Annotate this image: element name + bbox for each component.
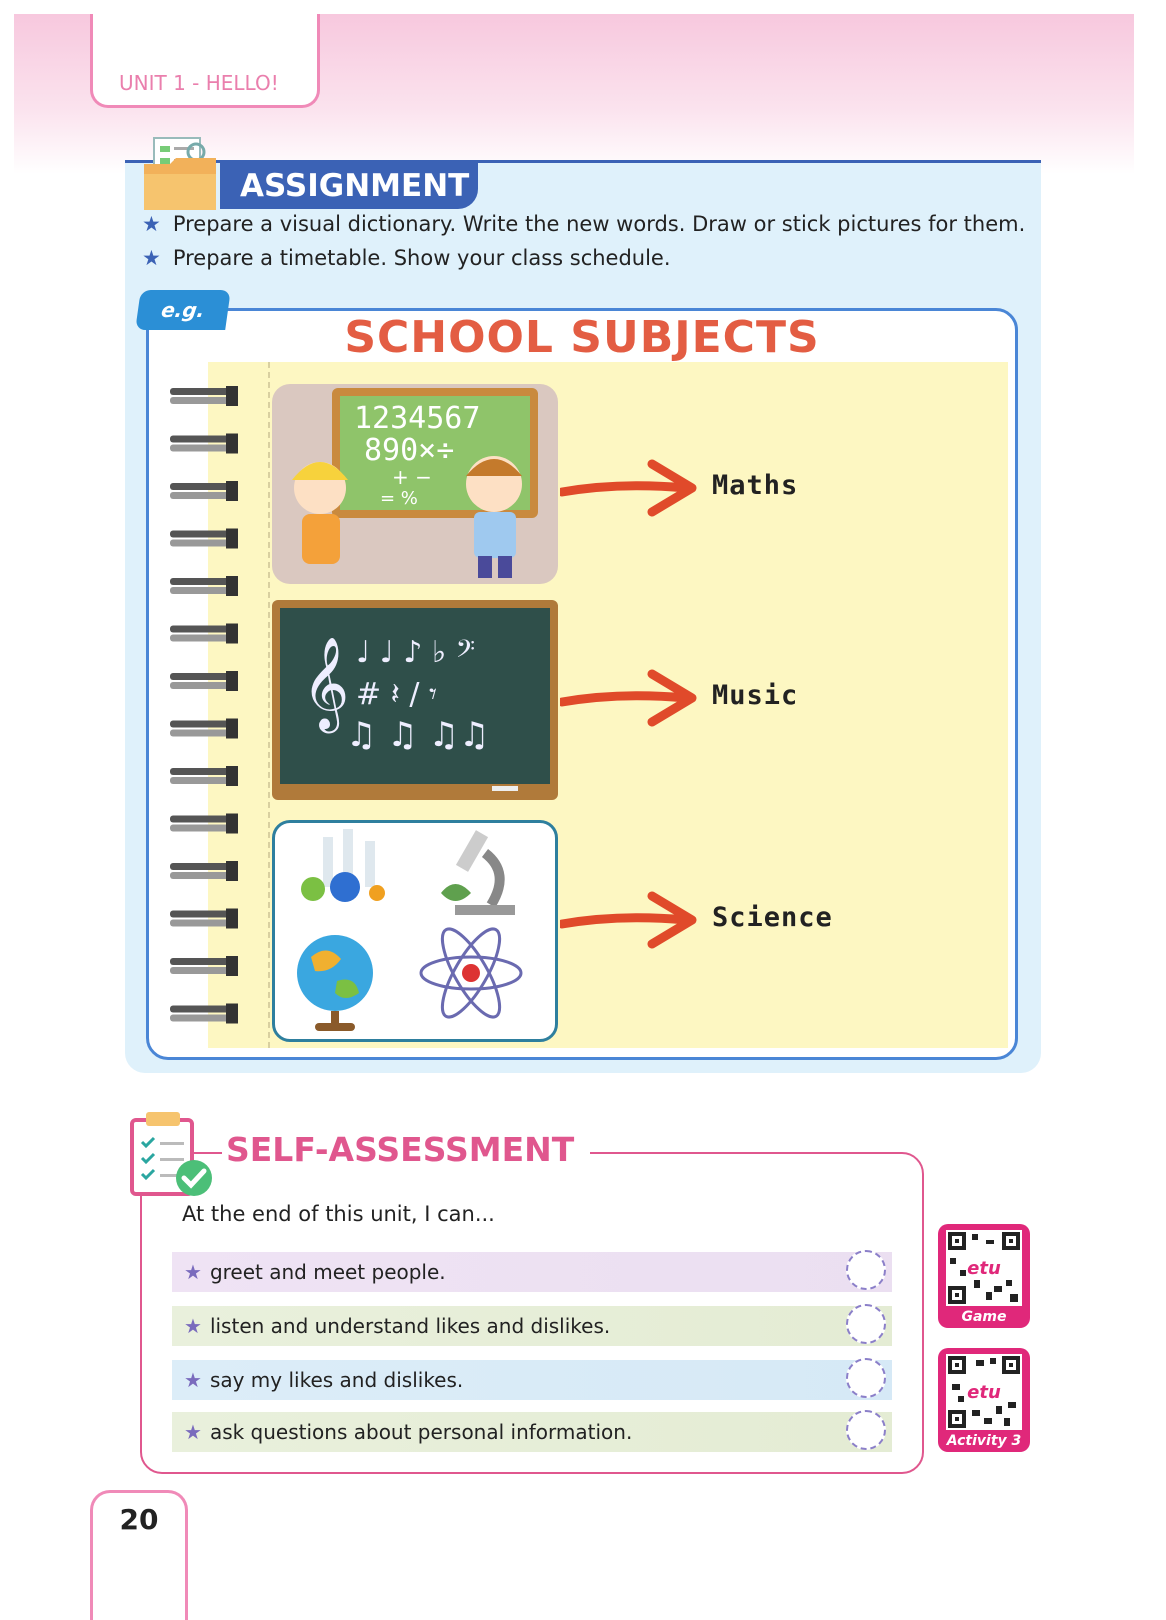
unit-label: UNIT 1 - HELLO! bbox=[119, 71, 279, 95]
spiral-ring bbox=[170, 481, 238, 501]
subject-label-maths: Maths bbox=[712, 470, 799, 501]
star-icon: ★ bbox=[142, 212, 161, 236]
globe-icon bbox=[297, 935, 373, 1031]
star-icon: ★ bbox=[184, 1368, 202, 1392]
star-icon: ★ bbox=[184, 1314, 202, 1338]
self-assessment-heading: SELF-ASSESSMENT bbox=[222, 1130, 590, 1169]
star-icon: ★ bbox=[142, 246, 161, 270]
music-illustration bbox=[272, 600, 558, 800]
music-picture bbox=[272, 600, 558, 800]
music-board-line-3: ♫ ♫ ♫♫ bbox=[346, 715, 490, 755]
spiral-ring bbox=[170, 624, 238, 644]
spiral-ring bbox=[170, 814, 238, 834]
folder-icon bbox=[140, 134, 224, 212]
self-item-3: ★ say my likes and dislikes. bbox=[172, 1360, 892, 1400]
flasks-icon bbox=[301, 829, 385, 902]
music-board-line-1: ♩ ♩ ♪ ♭ 𝄢 bbox=[356, 635, 476, 670]
star-icon: ★ bbox=[184, 1420, 202, 1444]
subject-label-science: Science bbox=[712, 902, 833, 933]
self-check-circle-2[interactable] bbox=[846, 1304, 886, 1344]
qr-code-icon bbox=[946, 1230, 1022, 1306]
assignment-heading: ASSIGNMENT bbox=[220, 163, 478, 209]
qr-caption-activity: Activity 3 bbox=[946, 1433, 1022, 1449]
microscope-icon bbox=[441, 830, 515, 915]
example-title: SCHOOL SUBJECTS bbox=[344, 312, 820, 363]
margin-line bbox=[268, 362, 270, 1048]
arrow-music-icon bbox=[560, 668, 698, 728]
arrow-science-icon bbox=[560, 890, 698, 950]
spiral-ring bbox=[170, 529, 238, 549]
spiral-binding bbox=[170, 380, 246, 1040]
star-icon: ★ bbox=[184, 1260, 202, 1284]
assignment-bullet-2: ★ Prepare a timetable. Show your class schedule. bbox=[142, 246, 671, 270]
spiral-ring bbox=[170, 766, 238, 786]
spiral-ring bbox=[170, 956, 238, 976]
arrow-maths-icon bbox=[560, 458, 698, 518]
qr-code-activity[interactable] bbox=[938, 1348, 1030, 1452]
page-number: 20 bbox=[119, 1503, 159, 1536]
spiral-ring bbox=[170, 1004, 238, 1024]
page-number-tab bbox=[90, 1490, 188, 1620]
qr-logo: etu bbox=[967, 1382, 1001, 1403]
example-tab: e.g. bbox=[135, 290, 231, 330]
spiral-ring bbox=[170, 434, 238, 454]
subject-label-music: Music bbox=[712, 680, 799, 711]
maths-board-line-4: = % bbox=[380, 488, 418, 509]
self-item-4: ★ ask questions about personal information. bbox=[172, 1412, 892, 1452]
spiral-ring bbox=[170, 386, 238, 406]
spiral-ring bbox=[170, 576, 238, 596]
science-illustration bbox=[275, 823, 555, 1039]
self-check-circle-3[interactable] bbox=[846, 1358, 886, 1398]
self-assessment-intro: At the end of this unit, I can... bbox=[182, 1202, 495, 1226]
self-item-1: ★ greet and meet people. bbox=[172, 1252, 892, 1292]
self-item-2: ★ listen and understand likes and dislikes. bbox=[172, 1306, 892, 1346]
spiral-ring bbox=[170, 861, 238, 881]
unit-tab bbox=[90, 14, 320, 108]
self-check-circle-4[interactable] bbox=[846, 1410, 886, 1450]
checklist-icon bbox=[128, 1108, 218, 1202]
spiral-ring bbox=[170, 909, 238, 929]
atom-icon bbox=[421, 922, 521, 1025]
self-check-circle-1[interactable] bbox=[846, 1250, 886, 1290]
qr-caption-game: Game bbox=[961, 1309, 1007, 1325]
qr-code-icon bbox=[946, 1354, 1022, 1430]
maths-board-line-3: + − bbox=[392, 465, 432, 489]
maths-board-line-2: 890×÷ bbox=[364, 433, 455, 468]
qr-code-game[interactable] bbox=[938, 1224, 1030, 1328]
qr-logo: etu bbox=[967, 1258, 1001, 1279]
maths-board-line-1: 1234567 bbox=[354, 401, 481, 436]
treble-clef-icon: 𝄞 bbox=[302, 636, 350, 729]
maths-picture bbox=[272, 384, 558, 584]
music-board-line-2: # 𝄽 / 𝄾 bbox=[356, 677, 438, 712]
spiral-ring bbox=[170, 671, 238, 691]
assignment-bullet-1: ★ Prepare a visual dictionary. Write the new words. Draw or stick pictures for them. bbox=[142, 212, 1026, 236]
science-picture bbox=[272, 820, 558, 1042]
spiral-ring bbox=[170, 719, 238, 739]
maths-illustration bbox=[272, 384, 558, 584]
